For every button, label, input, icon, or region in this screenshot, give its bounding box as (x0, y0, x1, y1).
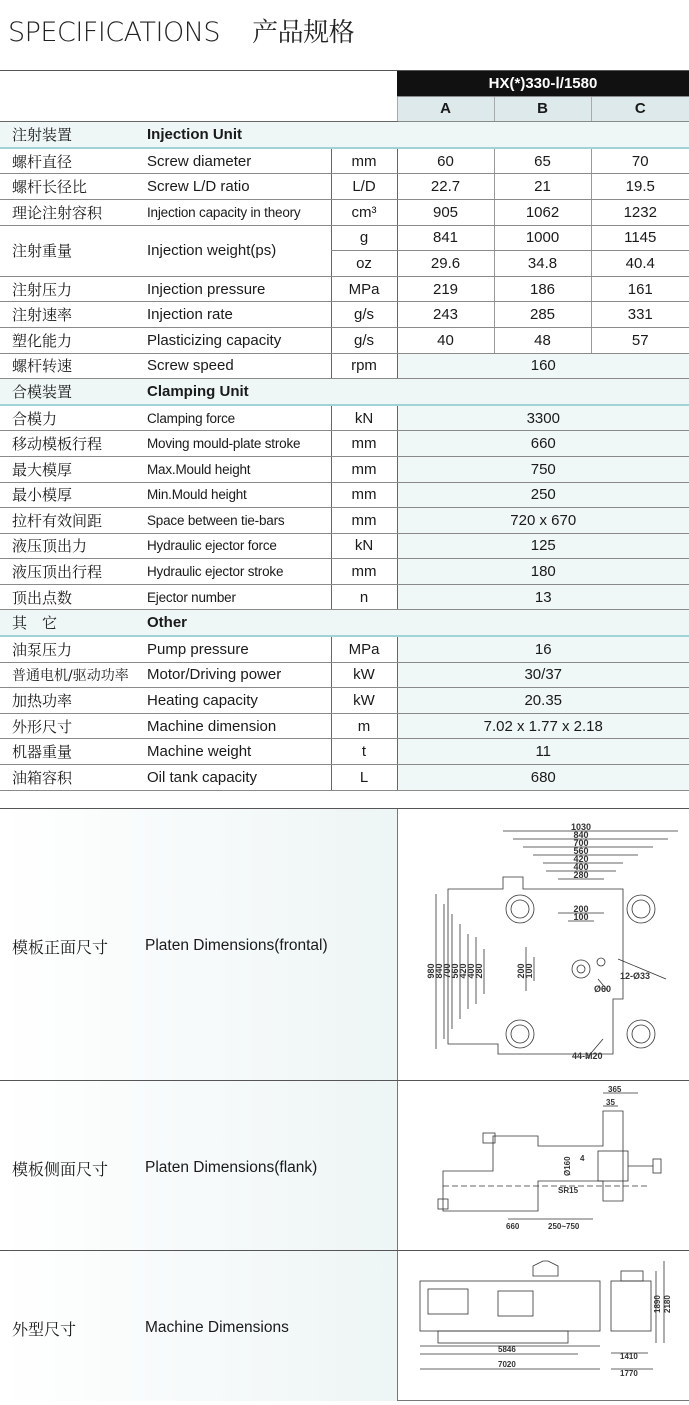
dim-label: 1030 (570, 822, 592, 832)
section-other (0, 610, 689, 636)
dim-label: 365 (608, 1085, 622, 1094)
value-merged: 750 (397, 456, 689, 482)
row-label-cn: 注射压力 (0, 276, 143, 302)
row-label-cn: 理论注射容积 (0, 199, 143, 225)
center-note: Ø60 (594, 984, 612, 994)
value-b: 34.8 (494, 251, 591, 277)
model-header-row (0, 71, 689, 96)
value-merged: 11 (397, 739, 689, 765)
row-label-cn: 最大模厚 (0, 456, 143, 482)
row-label-en: Injection capacity in theory (143, 199, 331, 225)
row-unit: kW (331, 662, 397, 688)
col-c-header: C (591, 96, 689, 122)
value-merged: 16 (397, 636, 689, 662)
dim-label: 660 (506, 1222, 520, 1231)
value-c: 19.5 (591, 174, 689, 200)
drawing-label-en: Platen Dimensions(frontal) (145, 937, 328, 954)
section-en: Other (143, 610, 689, 636)
value-merged: 3300 (397, 405, 689, 431)
title-en: SPECIFICATIONS (8, 17, 221, 48)
value-b: 285 (494, 302, 591, 328)
col-b-header: B (494, 96, 591, 122)
table-row (0, 688, 689, 714)
dim-label: 250~750 (548, 1222, 580, 1231)
section-cn: 合模装置 (0, 379, 143, 405)
section-cn: 其 它 (0, 610, 143, 636)
row-label-cn: 油泵压力 (0, 636, 143, 662)
value-c: 331 (591, 302, 689, 328)
dim-label: 1770 (620, 1369, 638, 1378)
dim-label: 4 (580, 1154, 585, 1163)
dim-label: 280 (573, 870, 589, 880)
dim-label: SR15 (558, 1186, 579, 1195)
platen-frontal-diagram (398, 809, 689, 1081)
row-label-en: Hydraulic ejector force (143, 533, 331, 559)
row-label-cn: 塑化能力 (0, 327, 143, 353)
table-row (0, 636, 689, 662)
table-row (0, 302, 689, 328)
row-label-cn: 最小模厚 (0, 482, 143, 508)
platen-flank-diagram (398, 1081, 689, 1251)
table-row (0, 533, 689, 559)
row-label-en: Screw L/D ratio (143, 174, 331, 200)
drawing-row-flank (0, 1080, 689, 1251)
row-unit: MPa (331, 636, 397, 662)
row-label-cn: 普通电机/驱动功率 (0, 662, 143, 688)
row-label-cn: 液压顶出行程 (0, 559, 143, 585)
row-label-cn: 液压顶出力 (0, 533, 143, 559)
value-a: 29.6 (397, 251, 494, 277)
row-label-cn: 拉杆有效间距 (0, 508, 143, 534)
value-c: 70 (591, 148, 689, 174)
dim-label: 560 (573, 846, 589, 856)
row-label-en: Max.Mould height (143, 456, 331, 482)
value-merged: 720 x 670 (397, 508, 689, 534)
table-row (0, 148, 689, 174)
table-row (0, 765, 689, 791)
dim-label: 700 (442, 963, 452, 979)
value-merged: 160 (397, 353, 689, 379)
row-label-en: Clamping force (143, 405, 331, 431)
section-cn: 注射装置 (0, 122, 143, 148)
dim-label: 1890 (653, 1295, 662, 1313)
table-row (0, 662, 689, 688)
table-row (0, 353, 689, 379)
row-unit: oz (331, 251, 397, 277)
dim-label: 840 (434, 963, 444, 979)
row-unit: MPa (331, 276, 397, 302)
table-row (0, 276, 689, 302)
dim-label: 5846 (498, 1345, 516, 1354)
dim-label: 200 (516, 963, 526, 979)
dim-label: Ø160 (563, 1156, 572, 1176)
machine-drawing (397, 1251, 689, 1401)
row-label-en: Space between tie-bars (143, 508, 331, 534)
table-row (0, 327, 689, 353)
row-label-en: Moving mould-plate stroke (143, 431, 331, 457)
table-row (0, 482, 689, 508)
dim-label: 840 (573, 830, 589, 840)
value-merged: 30/37 (397, 662, 689, 688)
value-merged: 13 (397, 584, 689, 610)
drawing-row-machine (0, 1250, 689, 1401)
value-b: 1062 (494, 199, 591, 225)
table-row (0, 199, 689, 225)
dim-label: 200 (573, 904, 589, 914)
row-label-cn: 注射重量 (0, 225, 143, 276)
dim-label: 2180 (663, 1295, 672, 1313)
row-label-cn: 顶出点数 (0, 584, 143, 610)
page-title (8, 12, 354, 49)
value-merged: 680 (397, 765, 689, 791)
value-merged: 180 (397, 559, 689, 585)
drawing-label-en: Machine Dimensions (145, 1319, 289, 1336)
dim-label: 100 (573, 912, 589, 922)
dim-label: 280 (474, 963, 484, 979)
row-label-en: Ejector number (143, 584, 331, 610)
section-clamping (0, 379, 689, 405)
dim-label: 35 (606, 1098, 615, 1107)
dim-label: 700 (573, 838, 589, 848)
row-label-cn: 外形尺寸 (0, 713, 143, 739)
row-label-cn: 油箱容积 (0, 765, 143, 791)
dim-label: 420 (458, 963, 468, 979)
spec-table (0, 71, 689, 791)
dim-label: 400 (573, 862, 589, 872)
drawing-label-cn: 外型尺寸 (12, 1320, 77, 1339)
dim-label: 100 (524, 963, 534, 979)
row-label-en: Injection weight(ps) (143, 225, 331, 276)
value-merged: 20.35 (397, 688, 689, 714)
row-unit: t (331, 739, 397, 765)
table-row (0, 174, 689, 200)
section-en: Injection Unit (143, 122, 689, 148)
value-b: 21 (494, 174, 591, 200)
dim-label: 1410 (620, 1352, 638, 1361)
machine-dimensions-diagram (398, 1251, 689, 1400)
row-label-en: Plasticizing capacity (143, 327, 331, 353)
row-unit: g (331, 225, 397, 251)
table-row (0, 225, 689, 251)
dim-label: 560 (450, 963, 460, 979)
value-a: 22.7 (397, 174, 494, 200)
table-row (0, 508, 689, 534)
value-b: 186 (494, 276, 591, 302)
value-merged: 660 (397, 431, 689, 457)
value-a: 841 (397, 225, 494, 251)
value-c: 57 (591, 327, 689, 353)
row-unit: mm (331, 559, 397, 585)
row-unit: L/D (331, 174, 397, 200)
row-label-cn: 加热功率 (0, 688, 143, 714)
row-unit: rpm (331, 353, 397, 379)
table-row (0, 405, 689, 431)
row-unit: L (331, 765, 397, 791)
value-a: 243 (397, 302, 494, 328)
row-label-cn: 注射速率 (0, 302, 143, 328)
row-unit: n (331, 584, 397, 610)
drawing-label-cn: 模板正面尺寸 (12, 938, 109, 957)
row-unit: g/s (331, 302, 397, 328)
row-label-cn: 移动模板行程 (0, 431, 143, 457)
column-header-row (0, 96, 689, 122)
table-row (0, 584, 689, 610)
section-en: Clamping Unit (143, 379, 689, 405)
drawing-label-en: Platen Dimensions(flank) (145, 1159, 318, 1176)
row-label-en: Injection pressure (143, 276, 331, 302)
table-row (0, 713, 689, 739)
row-unit: mm (331, 482, 397, 508)
row-label-en: Min.Mould height (143, 482, 331, 508)
value-b: 48 (494, 327, 591, 353)
value-c: 161 (591, 276, 689, 302)
frontal-drawing (397, 809, 689, 1081)
row-unit: mm (331, 456, 397, 482)
table-row (0, 739, 689, 765)
row-label-en: Motor/Driving power (143, 662, 331, 688)
row-label-cn: 机器重量 (0, 739, 143, 765)
value-a: 40 (397, 327, 494, 353)
value-b: 1000 (494, 225, 591, 251)
row-unit: mm (331, 508, 397, 534)
table-row (0, 431, 689, 457)
value-merged: 250 (397, 482, 689, 508)
table-row (0, 559, 689, 585)
row-unit: cm³ (331, 199, 397, 225)
model-name: HX(*)330-Ⅰ/1580 (397, 71, 689, 96)
row-label-cn: 螺杆转速 (0, 353, 143, 379)
row-label-en: Machine dimension (143, 713, 331, 739)
row-unit: mm (331, 431, 397, 457)
title-cn: 产品规格 (252, 18, 355, 48)
value-a: 905 (397, 199, 494, 225)
row-label-en: Screw speed (143, 353, 331, 379)
row-unit: kW (331, 688, 397, 714)
row-unit: g/s (331, 327, 397, 353)
row-unit: kN (331, 533, 397, 559)
row-label-cn: 螺杆长径比 (0, 174, 143, 200)
dim-label: 420 (573, 854, 589, 864)
row-label-en: Heating capacity (143, 688, 331, 714)
dim-label: 7020 (498, 1360, 516, 1369)
row-label-en: Machine weight (143, 739, 331, 765)
dim-label: 400 (466, 963, 476, 979)
row-label-en: Screw diameter (143, 148, 331, 174)
value-a: 219 (397, 276, 494, 302)
value-merged: 7.02 x 1.77 x 2.18 (397, 713, 689, 739)
value-b: 65 (494, 148, 591, 174)
row-unit: mm (331, 148, 397, 174)
dim-label: 980 (426, 963, 436, 979)
thread-note: 44-M20 (572, 1051, 603, 1061)
value-c: 40.4 (591, 251, 689, 277)
row-label-en: Pump pressure (143, 636, 331, 662)
row-label-cn: 螺杆直径 (0, 148, 143, 174)
value-c: 1232 (591, 199, 689, 225)
row-label-cn: 合模力 (0, 405, 143, 431)
drawing-row-frontal (0, 808, 689, 1081)
drawing-label-cn: 模板侧面尺寸 (12, 1160, 109, 1179)
row-label-en: Injection rate (143, 302, 331, 328)
row-unit: kN (331, 405, 397, 431)
row-label-en: Oil tank capacity (143, 765, 331, 791)
value-merged: 125 (397, 533, 689, 559)
col-a-header: A (397, 96, 494, 122)
value-c: 1145 (591, 225, 689, 251)
row-label-en: Hydraulic ejector stroke (143, 559, 331, 585)
section-injection (0, 122, 689, 148)
table-row (0, 456, 689, 482)
flank-drawing (397, 1081, 689, 1251)
hole-note: 12-Ø33 (620, 971, 651, 981)
row-unit: m (331, 713, 397, 739)
value-a: 60 (397, 148, 494, 174)
